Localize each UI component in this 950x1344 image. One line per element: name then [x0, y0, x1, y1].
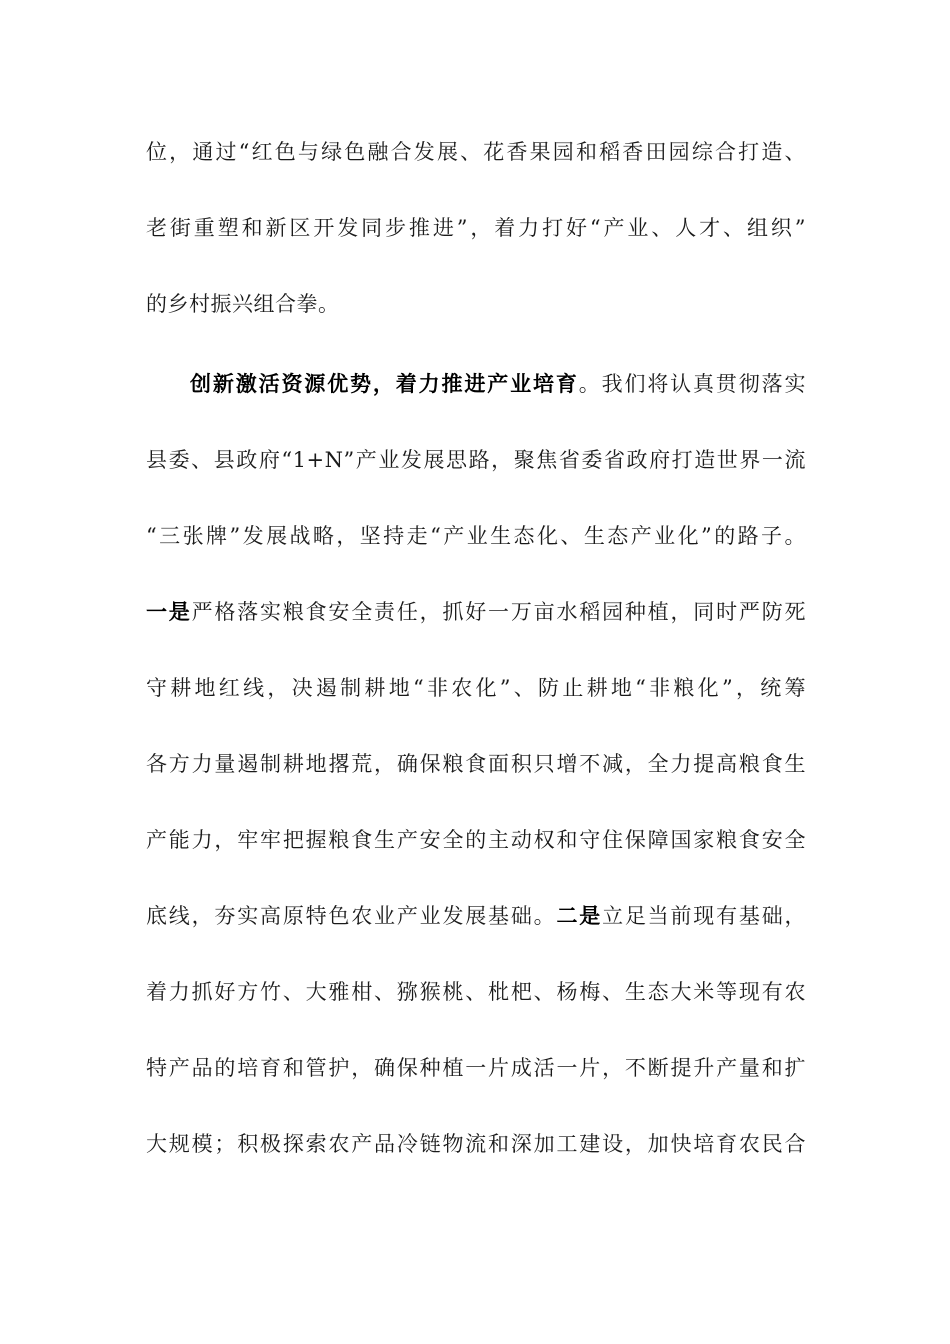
text-segment: 县委、县政府“1+N”产业发展思路，聚焦省委省政府打造世界一流 [146, 448, 806, 472]
text-line-7 [146, 594, 806, 630]
text-segment: 大规模；积极探索农产品冷链物流和深加工建设，加快培育农民合 [146, 1132, 806, 1156]
text-segment: 位，通过“红色与绿色融合发展、花香果园和稻香田园综合打造、 [146, 140, 806, 164]
text-line-2 [146, 210, 806, 246]
text-line-8 [146, 670, 806, 706]
text-segment: 老街重塑和新区开发同步推进”，着力打好“产业、人才、组织” [146, 216, 806, 240]
text-line-13 [146, 1050, 806, 1086]
text-segment: 特产品的培育和管护，确保种植一片成活一片，不断提升产量和扩 [146, 1056, 806, 1080]
point-marker: 二是 [556, 903, 603, 928]
text-line-14 [146, 1126, 806, 1162]
text-line-4 [190, 366, 806, 402]
text-segment: 。我们将认真贯彻落实 [578, 372, 807, 396]
text-segment: 严格落实粮食安全责任，抓好一万亩水稻园种植，同时严防死 [191, 600, 806, 624]
text-segment: 产能力，牢牢把握粮食生产安全的主动权和守住保障国家粮食安全 [146, 828, 806, 852]
text-segment: 的乡村振兴组合拳。 [146, 292, 340, 316]
point-marker: 一是 [146, 599, 192, 624]
text-line-10 [146, 822, 806, 858]
text-line-9 [146, 746, 806, 782]
text-line-12 [146, 974, 806, 1010]
text-segment: 各方力量遏制耕地撂荒，确保粮食面积只增不减，全力提高粮食生 [146, 752, 806, 776]
text-line-6 [146, 518, 806, 554]
text-segment: “三张牌”发展战略，坚持走“产业生态化、生态产业化”的路子。 [146, 524, 806, 548]
text-line-3 [146, 286, 806, 322]
text-segment: 底线，夯实高原特色农业产业发展基础。 [146, 904, 557, 928]
text-line-11 [146, 898, 806, 934]
text-segment: 着力抓好方竹、大雅柑、猕猴桃、枇杷、杨梅、生态大米等现有农 [146, 980, 806, 1004]
text-line-1 [146, 134, 806, 170]
text-segment: 立足当前现有基础， [602, 904, 807, 928]
text-segment: 守耕地红线，决遏制耕地“非农化”、防止耕地“非粮化”，统筹 [146, 676, 806, 700]
text-line-5 [146, 442, 806, 478]
section-heading: 创新激活资源优势，着力推进产业培育 [190, 371, 579, 396]
